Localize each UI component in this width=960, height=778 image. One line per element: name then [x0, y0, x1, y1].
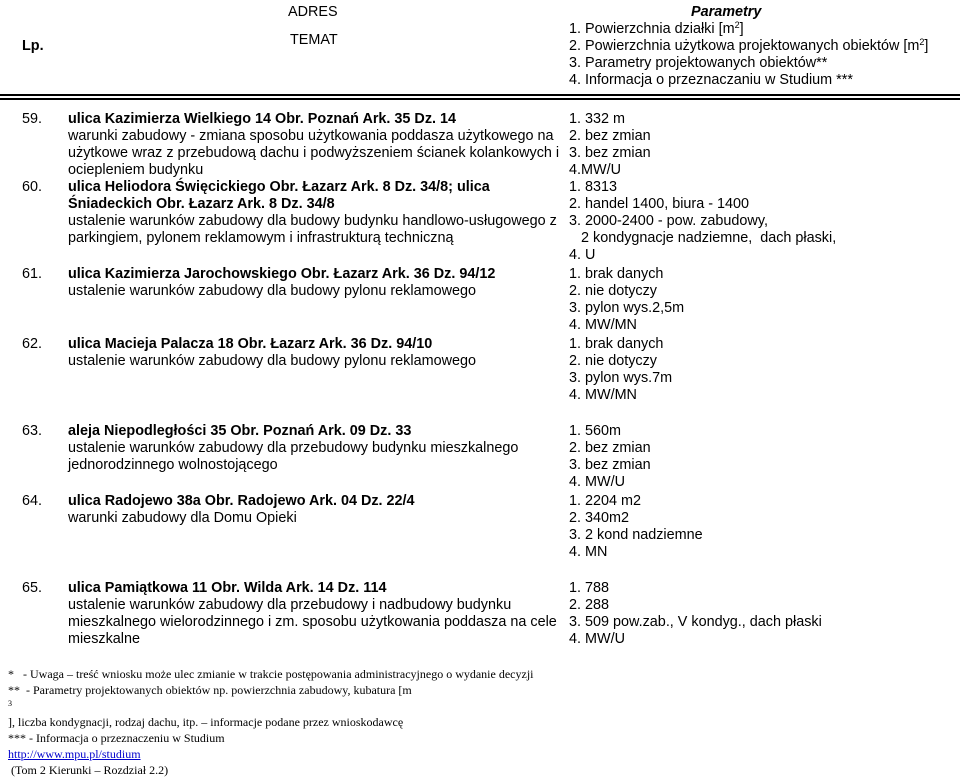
header-divider-top [0, 94, 960, 96]
row-description [68, 336, 564, 370]
row-number: 64. [22, 493, 43, 509]
param-4: 4. MW/U [569, 474, 625, 490]
row-parameters [569, 179, 954, 264]
param-3: 3. pylon wys.7m [569, 370, 673, 386]
row-description [68, 179, 564, 247]
param-2: 2. 288 [569, 597, 610, 613]
row-description [68, 580, 564, 648]
row-number: 62. [22, 336, 43, 352]
row-parameters [569, 266, 954, 334]
column-header-parametry [569, 4, 928, 89]
row-subject: ustalenie warunków zabudowy dla budowy budynku handlowo-usługowego z parkingiem, pylonem reklamowym i infrastrukturą techniczną [68, 213, 557, 246]
param-4: 4. U [569, 247, 596, 263]
row-number: 60. [22, 179, 43, 195]
param-4: 4. MW/MN [569, 387, 637, 403]
row-address: ulica Kazimierza Jarochowskiego Obr. Łazarz Ark. 36 Dz. 94/12 [68, 266, 496, 282]
param-3: 3. bez zmian [569, 145, 651, 161]
row-address: ulica Pamiątkowa 11 Obr. Wilda Ark. 14 Dz. 114 [68, 580, 387, 596]
footnote-2: ** - Parametry projektowanych obiektów np. powierzchnia zabudowy, kubatura [m $^3$ ], liczba kondygnacji, rodzaj dachu, itp. – informacje podane przez wnioskodawcę [8, 683, 412, 729]
param-2: 2. nie dotyczy [569, 353, 657, 369]
row-subject: ustalenie warunków zabudowy dla budowy pylonu reklamowego [68, 353, 476, 369]
row-parameters [569, 580, 954, 648]
row-number: 65. [22, 580, 43, 596]
column-header-lp: Lp. [22, 38, 44, 54]
param-2: 2. bez zmian [569, 440, 651, 456]
param-2: 2. bez zmian [569, 128, 651, 144]
row-address: ulica Heliodora Święcickiego Obr. Łazarz Ark. 8 Dz. 34/8; ulica Śniadeckich Obr. Łazarz Ark. 8 Dz. 34/8 [68, 179, 490, 212]
row-description [68, 266, 564, 300]
param-1: 1. 2204 m2 [569, 493, 642, 509]
row-subject: ustalenie warunków zabudowy dla przebudowy i nadbudowy budynku mieszkalnego wielorodzinnego i zm. sposobu użytkowania poddasza na cele mieszkalne [68, 597, 557, 647]
row-subject: ustalenie warunków zabudowy dla budowy pylonu reklamowego [68, 283, 476, 299]
param-4: 4. MN [569, 544, 608, 560]
param-header-line-4: 4. Informacja o przeznaczaniu w Studium *** [569, 72, 853, 88]
row-address: ulica Radojewo 38a Obr. Radojewo Ark. 04 Dz. 22/4 [68, 493, 415, 509]
footnotes [8, 666, 534, 778]
param-header-line-3: 3. Parametry projektowanych obiektów** [569, 55, 828, 71]
column-header-temat: TEMAT [290, 32, 338, 48]
param-3-continued: 2 kondygnacje nadziemne, dach płaski, [569, 230, 837, 246]
param-1: 1. 332 m [569, 111, 625, 127]
row-parameters [569, 493, 954, 561]
param-3: 3. pylon wys.2,5m [569, 300, 685, 316]
row-parameters [569, 111, 954, 179]
param-1: 1. 788 [569, 580, 610, 596]
row-description [68, 493, 564, 527]
param-1: 1. 560m [569, 423, 621, 439]
header-divider-bottom [0, 98, 960, 100]
param-3: 3. 2000-2400 - pow. zabudowy, [569, 213, 768, 229]
param-header-line-2: 2. Powierzchnia użytkowa projektowanych obiektów $[m^2]$ [569, 37, 929, 54]
footnote-3: *** - Informacja o przeznaczeniu w Studium http://www.mpu.pl/studium (Tom 2 Kierunki – Rozdział 2.2) [8, 731, 228, 777]
param-3: 3. bez zmian [569, 457, 651, 473]
param-4: 4. MW/U [569, 631, 625, 647]
row-address: ulica Macieja Palacza 18 Obr. Łazarz Ark. 36 Dz. 94/10 [68, 336, 433, 352]
parametry-title: Parametry [691, 4, 762, 20]
footnote-1: * - Uwaga – treść wniosku może ulec zmianie w trakcie postępowania administracyjnego o wydanie decyzji [8, 667, 534, 681]
param-2: 2. 340m2 [569, 510, 630, 526]
param-1: 1. brak danych [569, 266, 664, 282]
param-2: 2. handel 1400, biura - 1400 [569, 196, 750, 212]
row-address: aleja Niepodległości 35 Obr. Poznań Ark. 09 Dz. 33 [68, 423, 412, 439]
row-address: ulica Kazimierza Wielkiego 14 Obr. Poznań Ark. 35 Dz. 14 [68, 111, 457, 127]
studium-link[interactable]: http://www.mpu.pl/studium [8, 747, 141, 761]
row-parameters [569, 336, 954, 404]
row-parameters [569, 423, 954, 491]
param-2: 2. nie dotyczy [569, 283, 657, 299]
row-number: 59. [22, 111, 43, 127]
param-3: 3. 509 pow.zab., V kondyg., dach płaski [569, 614, 822, 630]
param-4: 4.MW/U [569, 162, 621, 178]
param-header-line-1: 1. Powierzchnia działki $[m^2]$ [569, 20, 744, 37]
row-description [68, 423, 564, 474]
param-3: 3. 2 kond nadziemne [569, 527, 703, 543]
param-1: 1. 8313 [569, 179, 618, 195]
row-subject: warunki zabudowy - zmiana sposobu użytkowania poddasza użytkowego na użytkowe wraz z przebudową dachu i podwyższeniem ścianek kolankowych i ociepleniem budynku [68, 128, 560, 178]
param-1: 1. brak danych [569, 336, 664, 352]
param-4: 4. MW/MN [569, 317, 637, 333]
column-header-adres: ADRES [288, 4, 338, 20]
row-number: 61. [22, 266, 43, 282]
row-subject: warunki zabudowy dla Domu Opieki [68, 510, 297, 526]
row-description [68, 111, 564, 179]
row-number: 63. [22, 423, 43, 439]
row-subject: ustalenie warunków zabudowy dla przebudowy budynku mieszkalnego jednorodzinnego wolnostojącego [68, 440, 519, 473]
